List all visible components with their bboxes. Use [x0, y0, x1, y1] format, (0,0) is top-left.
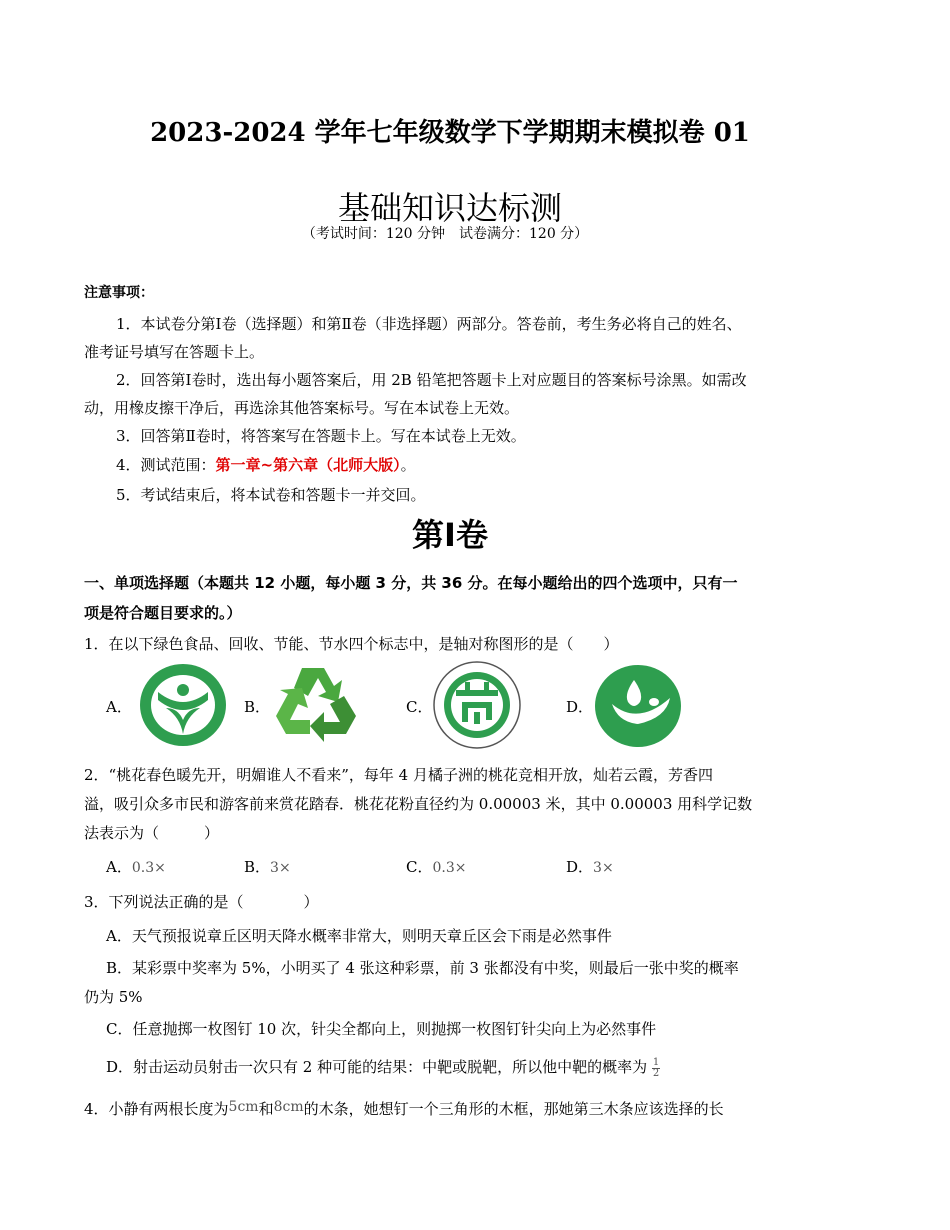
volume-title: 第Ⅰ卷 — [412, 516, 488, 554]
note-2-line2: 动，用橡皮擦干净后，再选涂其他答案标号。写在本试卷上无效。 — [84, 399, 520, 417]
q2-option-a — [106, 856, 166, 877]
time-info: （考试时间：120 分钟 试卷满分：120 分） — [301, 226, 589, 242]
q2-option-c-value: 0.3× — [432, 860, 467, 876]
question-2-line1: 2．“桃花春色暖先开，明媚谁人不看来”，每年 4 月橘子洲的桃花竞相开放，灿若云霞，芳香四 — [84, 766, 713, 784]
q3-option-b-line2: 仍为 5% — [84, 988, 143, 1006]
q1-option-c-label: C． — [406, 698, 433, 716]
q2-option-d-value: 3× — [593, 860, 614, 876]
energy-saving-logo-icon — [432, 660, 522, 750]
fraction-one-half — [652, 1058, 660, 1079]
q2-option-b-value: 3× — [270, 860, 291, 876]
question-1-stem: 1．在以下绿色食品、回收、节能、节水四个标志中，是轴对称图形的是（ ） — [84, 635, 619, 653]
question-4-line1 — [84, 1098, 724, 1119]
water-saving-logo-icon — [594, 664, 682, 748]
q2-option-c — [406, 856, 466, 877]
q3-option-a: A．天气预报说章丘区明天降水概率非常大，则明天章丘区会下雨是必然事件 — [106, 927, 612, 945]
fraction-numerator: 1 — [652, 1056, 660, 1068]
exam-title: 2023-2024 学年七年级数学下学期期末模拟卷 01 — [150, 118, 750, 148]
q4-part3: 的木条，她想钉一个三角形的木框，那她第三木条应该选择的长 — [303, 1100, 724, 1118]
q1-option-a-label: A． — [106, 698, 132, 716]
q2-option-a-label: A． — [106, 858, 132, 876]
q1-option-d-label: D． — [566, 698, 594, 716]
note-4-suffix: 。 — [400, 456, 416, 474]
note-4 — [116, 454, 416, 475]
test-range: 第一章~第六章（北师大版） — [215, 456, 401, 474]
notes-heading: 注意事项： — [84, 285, 154, 301]
note-4-prefix: 4．测试范围： — [116, 456, 216, 474]
q2-option-b-label: B． — [244, 858, 271, 876]
note-5: 5．考试结束后，将本试卷和答题卡一并交回。 — [116, 486, 426, 504]
note-3: 3．回答第Ⅱ卷时，将答案写在答题卡上。写在本试卷上无效。 — [116, 427, 526, 445]
question-3-stem: 3．下列说法正确的是（ ） — [84, 893, 319, 911]
question-2-line2: 溢，吸引众多市民和游客前来赏花踏春．桃花花粉直径约为 0.00003 米，其中 0.00003 用科学记数 — [84, 795, 753, 813]
q2-option-a-value: 0.3× — [131, 860, 166, 876]
q3-option-d — [106, 1056, 660, 1079]
exam-subtitle: 基础知识达标测 — [337, 189, 562, 227]
green-food-logo-icon — [138, 662, 228, 748]
section-1-line2: 项是符合题目要求的。） — [84, 604, 242, 622]
q3-option-c: C．任意抛掷一枚图钉 10 次，针尖全都向上，则抛掷一枚图钉针尖向上为必然事件 — [106, 1020, 657, 1038]
q1-option-b-label: B． — [244, 698, 271, 716]
q4-part2: 和 — [258, 1100, 274, 1118]
note-2-line1: 2．回答第Ⅰ卷时，选出每小题答案后，用 2B 铅笔把答题卡上对应题目的答案标号涂黑。如需改 — [116, 371, 747, 389]
q2-option-d — [566, 856, 614, 877]
q2-option-c-label: C． — [406, 858, 433, 876]
q4-part1: 4．小静有两根长度为 — [84, 1100, 229, 1118]
q2-option-b — [244, 856, 291, 877]
q4-length-1: 5cm — [228, 1099, 259, 1115]
q3-option-b-line1: B．某彩票中奖率为 5%，小明买了 4 张这种彩票，前 3 张都没有中奖，则最后一张中奖的概率 — [106, 959, 739, 977]
fraction-denominator: 2 — [652, 1067, 660, 1079]
recycle-logo-icon — [272, 660, 360, 746]
note-1-line1: 1．本试卷分第Ⅰ卷（选择题）和第Ⅱ卷（非选择题）两部分。答卷前，考生务必将自己的姓名、 — [116, 315, 742, 333]
note-1-line2: 准考证号填写在答题卡上。 — [84, 343, 265, 361]
section-1-line1: 一、单项选择题（本题共 12 小题，每小题 3 分，共 36 分。在每小题给出的四个选项中，只有一 — [84, 574, 738, 592]
q3-option-d-text: D．射击运动员射击一次只有 2 种可能的结果：中靶或脱靶，所以他中靶的概率为 — [106, 1058, 648, 1076]
question-2-line3: 法表示为（ ） — [84, 824, 220, 842]
q2-option-d-label: D． — [566, 858, 594, 876]
q4-length-2: 8cm — [273, 1099, 304, 1115]
